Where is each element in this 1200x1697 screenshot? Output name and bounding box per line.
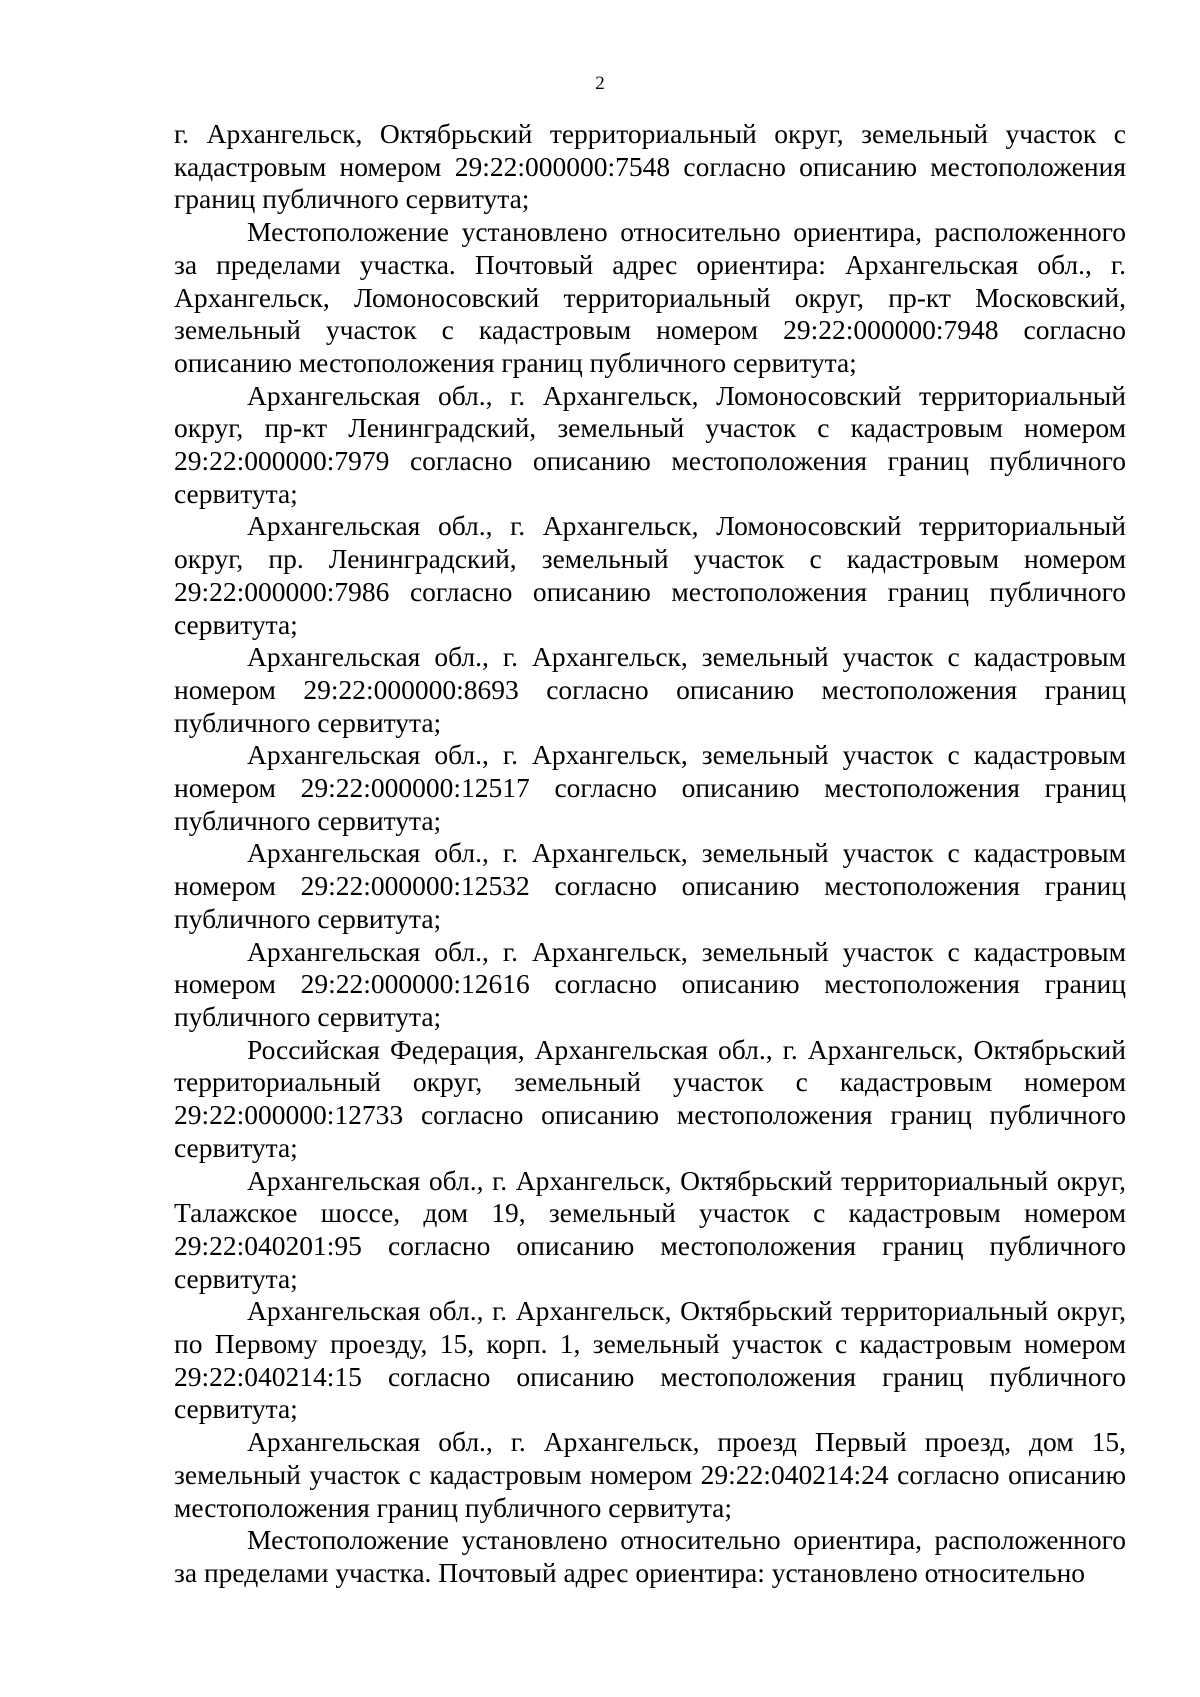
paragraph: Местоположение установлено относительно ориентира, расположенного за пределами участка. Почтовый адрес ориентира: Архангельская обл., г. Архангельск, Ломоносовский территориальный округ, пр-кт Московский, земельный участок с кадастровым номером 29:22:000000:7948 согласно описанию местоположения границ публичного сервитута; xyxy=(174,216,1126,378)
paragraph: Архангельская обл., г. Архангельск, проезд Первый проезд, дом 15, земельный участок с кадастровым номером 29:22:040214:24 согласно описанию местоположения границ публичного сервитута; xyxy=(174,1426,1126,1523)
paragraph: Архангельская обл., г. Архангельск, земельный участок с кадастровым номером 29:22:000000:8693 согласно описанию местоположения границ публичного сервитута; xyxy=(174,641,1126,738)
paragraph: Местоположение установлено относительно ориентира, расположенного за пределами участка. Почтовый адрес ориентира: установлено относительно xyxy=(174,1524,1126,1588)
paragraph: Архангельская обл., г. Архангельск, земельный участок с кадастровым номером 29:22:000000:12532 согласно описанию местоположения границ публичного сервитута; xyxy=(174,837,1126,934)
paragraph: Архангельская обл., г. Архангельск, Ломоносовский территориальный округ, пр. Ленинградский, земельный участок с кадастровым номером 29:22:000000:7986 согласно описанию местоположения границ публичного сервитута; xyxy=(174,510,1126,640)
document-body xyxy=(174,118,1126,1590)
page-number: 2 xyxy=(595,73,605,94)
paragraph: Архангельская обл., г. Архангельск, Ломоносовский территориальный округ, пр-кт Ленинградский, земельный участок с кадастровым номером 29:22:000000:7979 согласно описанию местоположения границ публичного сервитута; xyxy=(174,379,1126,509)
paragraph: Российская Федерация, Архангельская обл., г. Архангельск, Октябрьский территориальный округ, земельный участок с кадастровым номером 29:22:000000:12733 согласно описанию местоположения границ публичного сервитута; xyxy=(174,1033,1126,1163)
paragraph: Архангельская обл., г. Архангельск, земельный участок с кадастровым номером 29:22:000000:12616 согласно описанию местоположения границ публичного сервитута; xyxy=(174,935,1126,1032)
paragraph: Архангельская обл., г. Архангельск, Октябрьский территориальный округ, Талажское шоссе, дом 19, земельный участок с кадастровым номером 29:22:040201:95 согласно описанию местоположения границ публичного сервитута; xyxy=(174,1164,1126,1294)
paragraph: Архангельская обл., г. Архангельск, земельный участок с кадастровым номером 29:22:000000:12517 согласно описанию местоположения границ публичного сервитута; xyxy=(174,739,1126,836)
paragraph: Архангельская обл., г. Архангельск, Октябрьский территориальный округ, по Первому проезду, 15, корп. 1, земельный участок с кадастровым номером 29:22:040214:15 согласно описанию местоположения границ публичного сервитута; xyxy=(174,1295,1126,1425)
paragraph: г. Архангельск, Октябрьский территориальный округ, земельный участок с кадастровым номером 29:22:000000:7548 согласно описанию местоположения границ публичного сервитута; xyxy=(174,118,1126,215)
